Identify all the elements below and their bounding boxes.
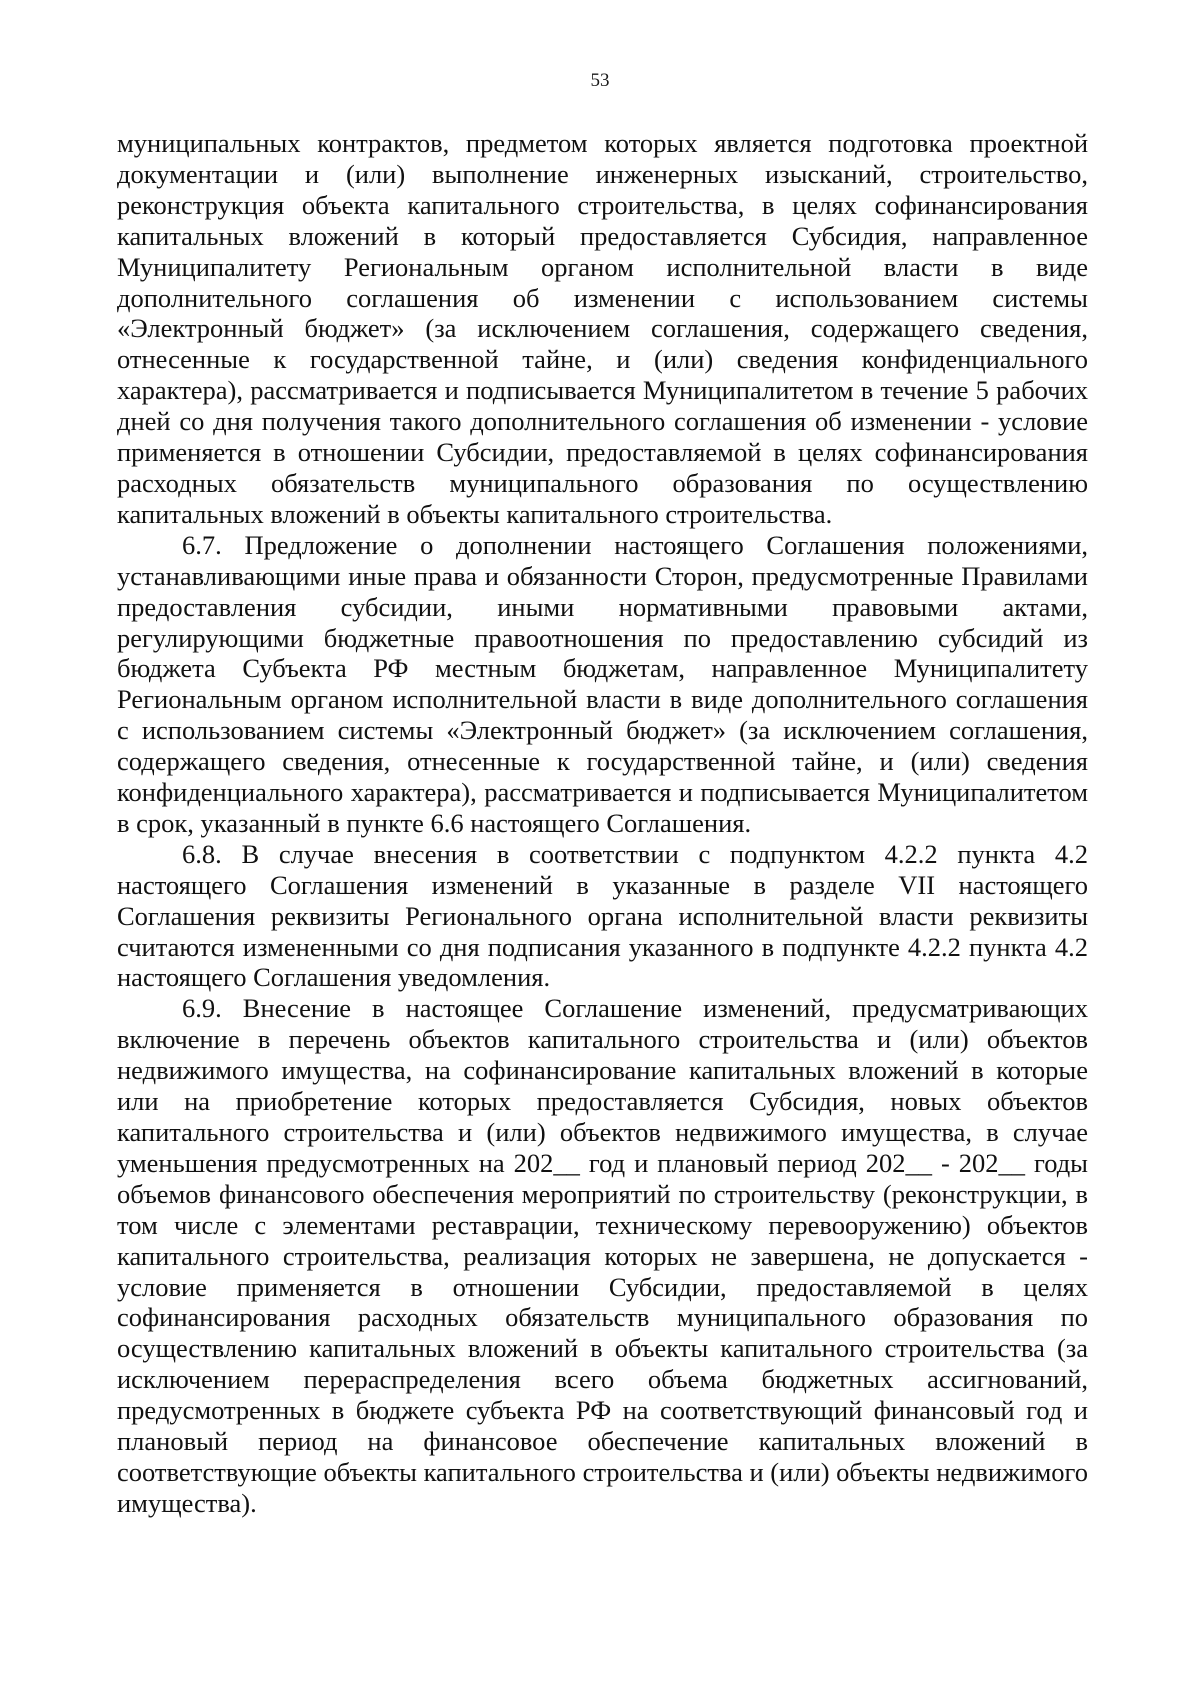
document-body bbox=[117, 128, 1088, 1519]
page-number: 53 bbox=[590, 70, 610, 91]
paragraph-6-9: 6.9. Внесение в настоящее Соглашение изменений, предусматривающих включение в перечень объектов капитального строительства и (или) объектов недвижимого имущества, на софинансирование капитальных вложений в которые или на приобретение которых предоставляется Субсидия, новых объектов капитального строительства и (или) объектов недвижимого имущества, в случае уменьшения предусмотренных на 202__ год и плановый период 202__ - 202__ годы объемов финансового обеспечения мероприятий по строительству (реконструкции, в том числе с элементами реставрации, техническому перевооружению) объектов капитального строительства, реализация которых не завершена, не допускается - условие применяется в отношении Субсидии, предоставляемой в целях софинансирования расходных обязательств муниципального образования по осуществлению капитальных вложений в объекты капитального строительства (за исключением перераспределения всего объема бюджетных ассигнований, предусмотренных в бюджете субъекта РФ на соответствующий финансовый год и плановый период на финансовое обеспечение капитальных вложений в соответствующие объекты капитального строительства и (или) объекты недвижимого имущества). bbox=[117, 993, 1088, 1518]
paragraph-6-8: 6.8. В случае внесения в соответствии с подпунктом 4.2.2 пункта 4.2 настоящего Соглашения изменений в указанные в разделе VII настоящего Соглашения реквизиты Регионального органа исполнительной власти реквизиты считаются измененными со дня подписания указанного в подпункте 4.2.2 пункта 4.2 настоящего Соглашения уведомления. bbox=[117, 838, 1088, 993]
paragraph-6-7: 6.7. Предложение о дополнении настоящего Соглашения положениями, устанавливающими иные права и обязанности Сторон, предусмотренные Правилами предоставления субсидии, иными нормативными правовыми актами, регулирующими бюджетные правоотношения по предоставлению субсидий из бюджета Субъекта РФ местным бюджетам, направленное Муниципалитету Региональным органом исполнительной власти в виде дополнительного соглашения с использованием системы «Электронный бюджет» (за исключением соглашения, содержащего сведения, отнесенные к государственной тайне, и (или) сведения конфиденциального характера), рассматривается и подписывается Муниципалитетом в срок, указанный в пункте 6.6 настоящего Соглашения. bbox=[117, 529, 1088, 838]
paragraph-continuation: муниципальных контрактов, предметом которых является подготовка проектной документации и (или) выполнение инженерных изысканий, строительство, реконструкция объекта капитального строительства, в целях софинансирования капитальных вложений в который предоставляется Субсидия, направленное Муниципалитету Региональным органом исполнительной власти в виде дополнительного соглашения об изменении с использованием системы «Электронный бюджет» (за исключением соглашения, содержащего сведения, отнесенные к государственной тайне, и (или) сведения конфиденциального характера), рассматривается и подписывается Муниципалитетом в течение 5 рабочих дней со дня получения такого дополнительного соглашения об изменении - условие применяется в отношении Субсидии, предоставляемой в целях софинансирования расходных обязательств муниципального образования по осуществлению капитальных вложений в объекты капитального строительства. bbox=[117, 128, 1088, 529]
